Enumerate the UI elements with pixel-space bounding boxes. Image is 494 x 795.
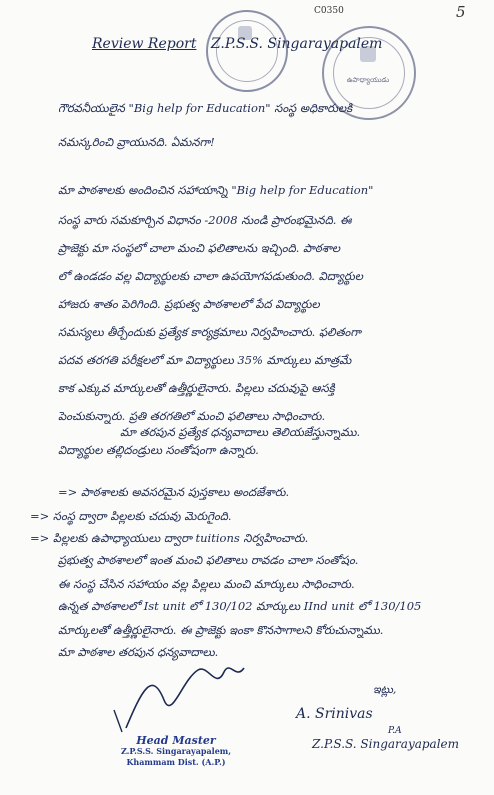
body-line: పెంచుకున్నారు. ప్రతి తరగతిలో మంచి ఫలితాలు సాధించారు. bbox=[58, 409, 326, 423]
body-line: => సంస్థ ద్వారా పిల్లలకు చదువు మెరుగైంది. bbox=[30, 509, 232, 523]
stamp-school: Z.P.S.S. Singarayapalem, bbox=[120, 746, 232, 756]
reference-code: C0350 bbox=[314, 6, 344, 16]
body-line: సమస్యలు తీర్చేందుకు ప్రత్యేక కార్యక్రమాలు నిర్వహించారు. ఫలితంగా bbox=[58, 325, 361, 339]
signatory-designation: P.A bbox=[388, 726, 402, 736]
body-line: ఉన్నత పాఠశాలలో Ist unit లో 130/102 మార్కులు IInd unit లో 130/105 bbox=[58, 599, 422, 613]
body-line: గౌరవనీయులైన "Big help for Education" సంస్థ అధికారులకి bbox=[58, 101, 353, 115]
body-line: మా పాఠశాలకు అందించిన సహాయాన్ని "Big help for Education" bbox=[58, 183, 374, 197]
body-line: ఈ సంస్థ చేసిన సహాయం వల్ల పిల్లలు మంచి మార్కులు సాధించారు. bbox=[58, 577, 355, 591]
body-line: సంస్థ వారు సమకూర్చిన విధానం -2008 నుండి ప్రారంభమైనది. ఈ bbox=[58, 213, 352, 227]
body-line: మార్కులతో ఉత్తీర్ణులైనారు. ఈ ప్రాజెక్టు ఇంకా కొనసాగాలని కోరుచున్నాము. bbox=[58, 623, 384, 637]
document-heading bbox=[92, 36, 382, 52]
body-line: కాక ఎక్కువ మార్కులతో ఉత్తీర్ణులైనారు. పిల్లలు చదువుపై ఆసక్తి bbox=[58, 381, 335, 395]
heading-school: Z.P.S.S. Singarayapalem bbox=[210, 36, 383, 52]
heading-review-report: Review Report bbox=[92, 36, 197, 52]
closing-yours: ఇట్లు, bbox=[373, 683, 397, 696]
signatory-school: Z.P.S.S. Singarayapalem bbox=[312, 737, 460, 751]
body-line: పదవ తరగతి పరీక్షలలో మా విద్యార్థులు 35% మార్కులు మాత్రమే bbox=[58, 353, 352, 367]
headmaster-stamp bbox=[116, 735, 236, 768]
stamp-district: Khammam Dist. (A.P.) bbox=[126, 757, 226, 767]
body-line: => పిల్లలకు ఉపాధ్యాయులు ద్వారా tuitions నిర్వహించారు. bbox=[30, 531, 309, 545]
body-line: => పాఠశాలకు అవసరమైన పుస్తకాలు అందజేశారు. bbox=[58, 485, 290, 499]
page-number: 5 bbox=[456, 3, 466, 21]
body-line: మా పాఠశాల తరపున ధన్యవాదాలు. bbox=[58, 645, 219, 659]
seal-label: ఉపాధ్యాయుడు bbox=[346, 76, 390, 84]
headmaster-signature bbox=[112, 650, 262, 740]
body-line: ప్రభుత్వ పాఠశాలలో ఇంత మంచి ఫలితాలు రావడం చాలా సంతోషం. bbox=[58, 553, 359, 567]
signatory-name: A. Srinivas bbox=[296, 706, 373, 722]
body-line: ప్రాజెక్టు మా సంస్థలో చాలా మంచి ఫలితాలను ఇచ్చింది. పాఠశాల bbox=[58, 241, 341, 255]
body-line: విద్యార్థుల తల్లిదండ్రులు సంతోషంగా ఉన్నారు. bbox=[58, 443, 259, 457]
body-line: నమస్కరించి వ్రాయునది. ఏమనగా! bbox=[58, 135, 215, 149]
body-line: లో ఉండడం వల్ల విద్యార్థులకు చాలా ఉపయోగపడుతుంది. విద్యార్థుల bbox=[58, 269, 363, 283]
body-line: మా తరపున ప్రత్యేక ధన్యవాదాలు తెలియజేస్తున్నాము. bbox=[120, 425, 361, 439]
body-line: హాజరు శాతం పెరిగింది. ప్రభుత్వ పాఠశాలలో పేద విద్యార్థుల bbox=[58, 297, 320, 311]
stamp-title: Head Master bbox=[136, 734, 216, 747]
